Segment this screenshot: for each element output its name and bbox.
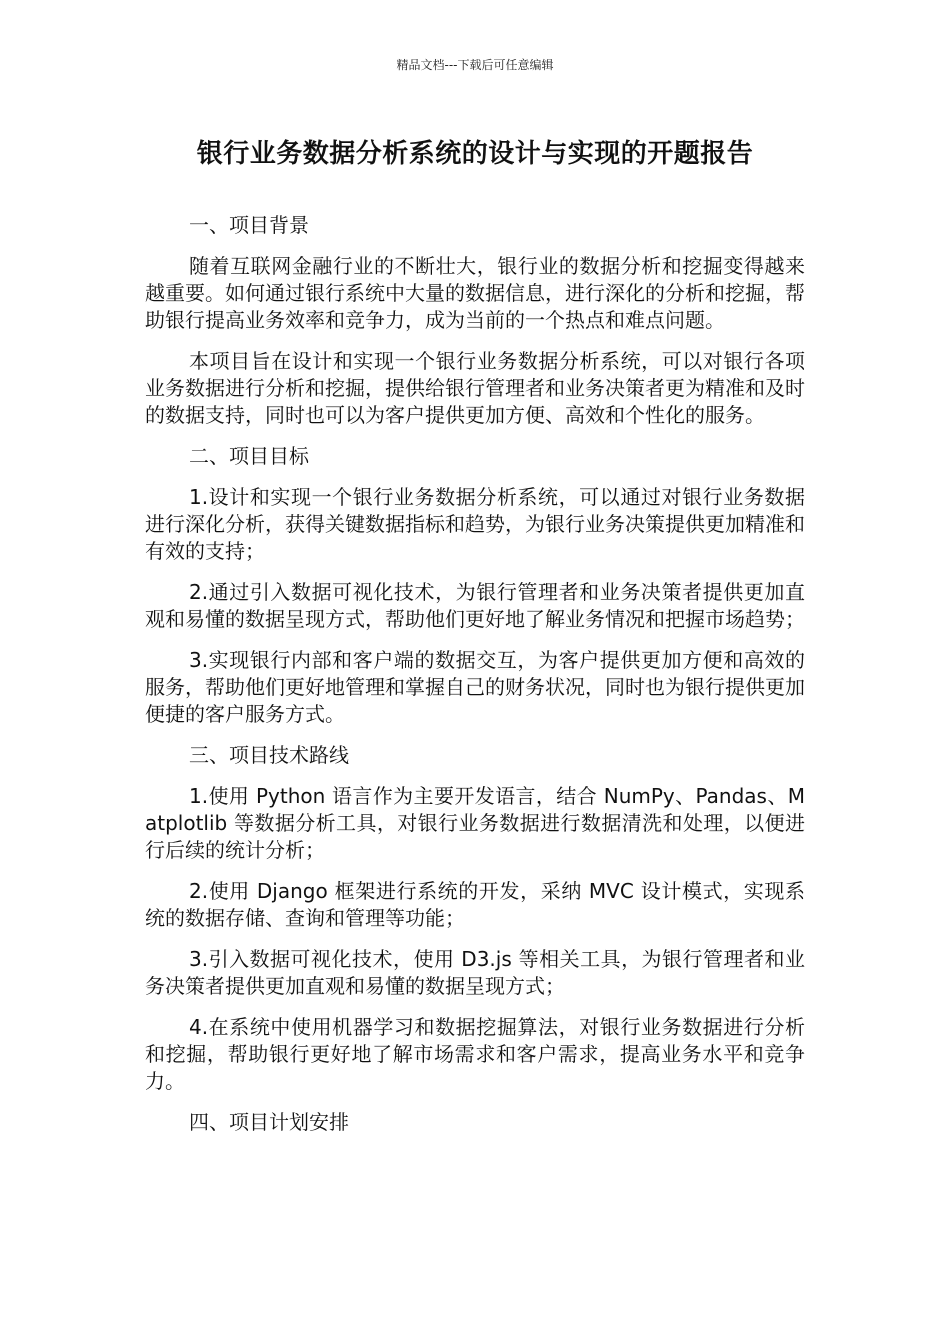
list-item: 3.引入数据可视化技术，使用 D3.js 等相关工具，为银行管理者和业务决策者提供更加直观和易懂的数据呈现方式； (145, 947, 805, 998)
list-item: 3.实现银行内部和客户端的数据交互，为客户提供更加方便和高效的服务，帮助他们更好地管理和掌握自己的财务状况，同时也为银行提供更加便捷的客户服务方式。 (145, 648, 805, 726)
section-heading-background: 一、项目背景 (189, 213, 309, 237)
header-note: 精品文档---下载后可任意编辑 (396, 58, 554, 72)
section-heading-plan: 四、项目计划安排 (189, 1110, 349, 1134)
document-title: 银行业务数据分析系统的设计与实现的开题报告 (196, 139, 754, 169)
section-heading-goals: 二、项目目标 (189, 444, 309, 468)
list-item: 2.通过引入数据可视化技术，为银行管理者和业务决策者提供更加直观和易懂的数据呈现方式，帮助他们更好地了解业务情况和把握市场趋势； (145, 580, 805, 631)
list-item: 1.使用 Python 语言作为主要开发语言，结合 NumPy、Pandas、Matplotlib 等数据分析工具，对银行业务数据进行数据清洗和处理，以便进行后续的统计分析； (145, 784, 805, 862)
section-heading-tech-route: 三、项目技术路线 (189, 743, 349, 767)
document-body (145, 212, 805, 1150)
paragraph: 随着互联网金融行业的不断壮大，银行业的数据分析和挖掘变得越来越重要。如何通过银行系统中大量的数据信息，进行深化的分析和挖掘，帮助银行提高业务效率和竞争力，成为当前的一个热点和难点问题。 (145, 254, 805, 332)
list-item: 2.使用 Django 框架进行系统的开发，采纳 MVC 设计模式，实现系统的数据存储、查询和管理等功能； (145, 879, 805, 930)
list-item: 1.设计和实现一个银行业务数据分析系统，可以通过对银行业务数据进行深化分析，获得关键数据指标和趋势，为银行业务决策提供更加精准和有效的支持； (145, 485, 805, 563)
paragraph: 本项目旨在设计和实现一个银行业务数据分析系统，可以对银行各项业务数据进行分析和挖掘，提供给银行管理者和业务决策者更为精准和及时的数据支持，同时也可以为客户提供更加方便、高效和个性化的服务。 (145, 349, 805, 427)
list-item: 4.在系统中使用机器学习和数据挖掘算法，对银行业务数据进行分析和挖掘，帮助银行更好地了解市场需求和客户需求，提高业务水平和竞争力。 (145, 1015, 805, 1093)
